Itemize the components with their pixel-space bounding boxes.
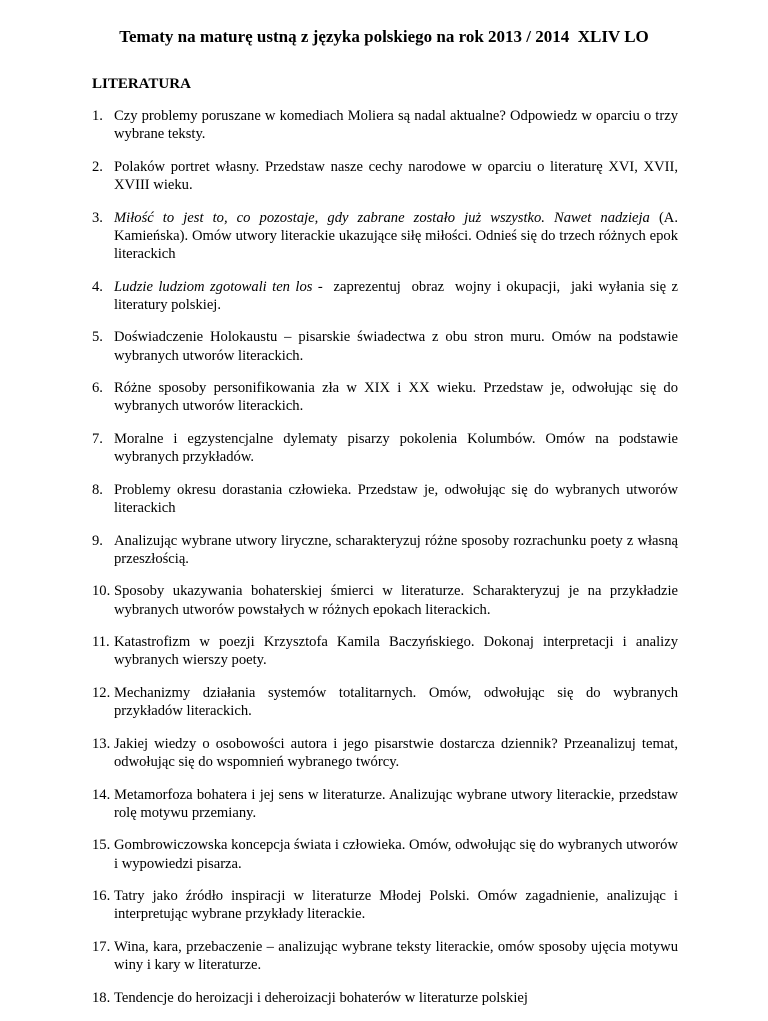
item-number: 7. [92,430,103,447]
item-text: Jakiej wiedzy o osobowości autora i jego pisarstwie dostarcza dziennik? Przeanalizuj temat, odwołując się do wspomnień wybranego twórcy. [114,735,678,770]
item-quote: Miłość to jest to, co pozostaje, gdy zabrane zostało już wszystko. Nawet nadzieja [114,209,650,226]
list-item [92,107,678,143]
item-number: 10. [92,583,111,600]
item-text: Problemy okresu dorastania człowieka. Przedstaw je, odwołując się do wybranych utworów literackich [114,481,678,516]
item-number: 18. [92,989,111,1006]
item-quote: Ludzie ludziom zgotowali ten los - [114,278,323,295]
item-number: 3. [92,209,103,226]
list-item [92,633,678,669]
item-number: 17. [92,938,111,955]
item-number: 6. [92,380,103,397]
item-text-rest: (A. Kamieńska). Omów utwory literackie ukazujące siłę miłości. Odnieś się do trzech różnych epok literackich [114,209,678,262]
list-item [92,938,678,974]
list-item [92,989,678,1007]
item-number: 11. [92,634,110,651]
item-text: Moralne i egzystencjalne dylematy pisarzy pokolenia Kolumbów. Omów na podstawie wybranych przykładów. [114,430,678,466]
item-text: Katastrofizm w poezji Krzysztofa Kamila Baczyńskiego. Dokonaj interpretacji i analizy wybranych wierszy poety. [114,634,678,669]
list-item [92,532,678,568]
item-text: Doświadczenie Holokaustu – pisarskie świadectwa z obu stron muru. Omów na podstawie wybranych utworów literackich. [114,329,678,364]
list-item [92,209,678,264]
item-number: 2. [92,158,103,175]
item-text: Mechanizmy działania systemów totalitarnych. Omów, odwołując się do wybranych przykładów literackich. [114,684,678,720]
item-text: Gombrowiczowska koncepcja świata i człowieka. Omów, odwołując się do wybranych utworów i wypowiedzi pisarza. [114,837,678,872]
item-number: 8. [92,481,103,498]
list-item [92,328,678,364]
item-number: 1. [92,108,103,124]
item-number: 12. [92,684,111,701]
item-text: Analizując wybrane utwory liryczne, scharakteryzuj różne sposoby rozrachunku poety z własną przeszłością. [114,532,678,567]
item-number: 16. [92,888,111,905]
item-text-rest: zaprezentuj obraz wojny i okupacji, jaki wyłania się z literatury polskiej. [114,278,682,313]
list-item [92,786,678,822]
list-item [92,887,678,923]
list-item [92,582,678,618]
list-item [92,158,678,194]
item-number: 4. [92,278,103,295]
document-title: Tematy na maturę ustną z języka polskiego na rok 2013 / 2014 XLIV LO [119,27,649,46]
item-number: 14. [92,786,111,803]
item-text: Czy problemy poruszane w komediach Moliera są nadal aktualne? Odpowiedz w oparciu o trzy wybrane teksty. [114,108,678,143]
item-text: Różne sposoby personifikowania zła w XIX i XX wieku. Przedstaw je, odwołując się do wybranych utworów literackich. [114,380,678,415]
list-item [92,481,678,517]
item-number: 5. [92,329,103,346]
item-text: Sposoby ukazywania bohaterskiej śmierci w literaturze. Scharakteryzuj je na przykładzie wybranych utworów powstałych w różnych epokach literackich. [114,583,678,618]
item-number: 13. [92,735,111,752]
item-text: Tatry jako źródło inspiracji w literaturze Młodej Polski. Omów zagadnienie, analizując i interpretując wybrane przykłady literackie. [114,888,678,923]
list-item [92,735,678,771]
section-heading: LITERATURA [92,76,191,92]
item-text: Wina, kara, przebaczenie – analizując wybrane teksty literackie, omów sposoby ujęcia motywu winy i kary w literaturze. [114,938,678,974]
list-item [92,379,678,415]
item-number: 9. [92,532,103,549]
list-item [92,278,682,314]
item-number: 15. [92,837,111,854]
list-item [92,684,678,720]
list-item [92,430,678,466]
item-text: Polaków portret własny. Przedstaw nasze cechy narodowe w oparciu o literaturę XVI, XVII, XVIII wieku. [114,158,678,193]
item-text [114,209,678,264]
item-text: Metamorfoza bohatera i jej sens w literaturze. Analizując wybrane utwory literackie, przedstaw rolę motywu przemiany. [114,786,678,821]
item-text: Tendencje do heroizacji i deheroizacji bohaterów w literaturze polskiej [114,989,528,1006]
list-item [92,836,678,872]
topics-list [92,107,682,1021]
item-text [114,278,682,314]
